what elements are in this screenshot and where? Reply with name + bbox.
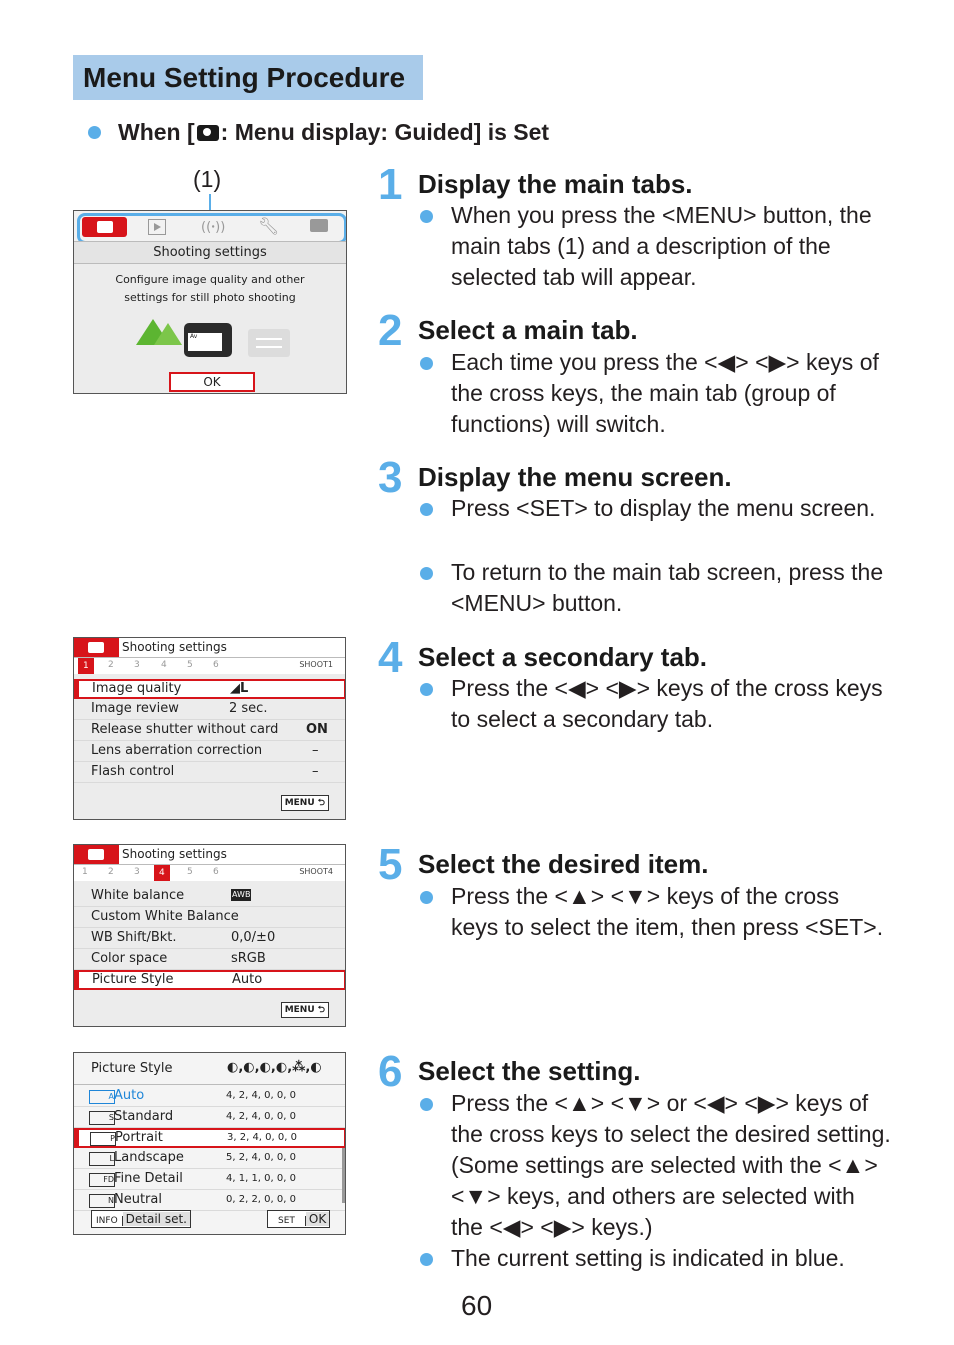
- step-title: Select the desired item.: [418, 849, 709, 879]
- bullet-dot: [420, 357, 433, 370]
- bullet-dot: [420, 567, 433, 580]
- callout-label: (1): [193, 166, 222, 192]
- info-key-icon: INFO: [92, 1216, 123, 1226]
- step-number: 3: [378, 453, 403, 502]
- tab-description-line-1: Configure image quality and other: [115, 273, 305, 286]
- menu-row-lens-aberration[interactable]: Lens aberration correction –: [74, 741, 345, 762]
- play-icon: [154, 223, 161, 231]
- subtab-1[interactable]: 1: [82, 867, 88, 877]
- bullet-dot: [420, 210, 433, 223]
- menu-row-white-balance[interactable]: White balance AWB: [74, 886, 345, 907]
- wireless-icon: ((ꞏ)): [201, 220, 226, 235]
- camera-icon: [74, 638, 119, 657]
- screen-picture-style: [73, 1052, 346, 1235]
- menu-row-release-shutter[interactable]: Release shutter without card ON: [74, 720, 345, 741]
- style-code-icon: A: [89, 1090, 115, 1104]
- subtab-4[interactable]: 4: [161, 660, 167, 670]
- tab-setup[interactable]: [258, 217, 280, 237]
- style-row-fine-detail[interactable]: FD Fine Detail 4, 1, 1, 0, 0, 0: [74, 1169, 345, 1190]
- bullet-dot: [420, 683, 433, 696]
- awb-icon: AWB: [232, 890, 251, 899]
- detail-set-button[interactable]: INFO Detail set.: [91, 1210, 191, 1228]
- tab-wireless[interactable]: [201, 217, 225, 235]
- bullet-dot: [420, 1253, 433, 1266]
- menu-title: Shooting settings: [122, 640, 227, 654]
- subtab-bar: [74, 658, 345, 674]
- step-number: 5: [378, 840, 403, 889]
- style-code-icon: S: [89, 1111, 115, 1125]
- step-number: 6: [378, 1047, 403, 1096]
- style-row-landscape[interactable]: L Landscape 5, 2, 4, 0, 0, 0: [74, 1148, 345, 1169]
- picture-style-title: Picture Style: [91, 1061, 173, 1076]
- subtab-6[interactable]: 6: [213, 660, 219, 670]
- step-number: 4: [378, 633, 403, 682]
- menu-back-button[interactable]: MENU ⮌: [281, 1002, 329, 1018]
- subtab-4[interactable]: 4: [154, 865, 170, 881]
- scrollbar[interactable]: [342, 1148, 345, 1203]
- tab-label: Shooting settings: [74, 241, 346, 264]
- settings-slider-icon: [248, 329, 290, 357]
- menu-row-color-space[interactable]: Color space sRGB: [74, 949, 345, 970]
- tab-description-line-2: settings for still photo shooting: [124, 291, 296, 304]
- step-number: 2: [378, 306, 403, 355]
- subtab-bar: [74, 865, 345, 881]
- subtab-5[interactable]: 5: [187, 867, 193, 877]
- style-code-icon: L: [89, 1152, 115, 1166]
- parameter-icons: ◐,◐,◐,◐,⁂,◐: [227, 1060, 322, 1075]
- camera-body-icon: [184, 323, 232, 357]
- tab-shooting[interactable]: [82, 217, 127, 237]
- step-title: Display the main tabs.: [418, 169, 693, 199]
- subtab-5[interactable]: 5: [187, 660, 193, 670]
- page-number: 60: [461, 1290, 493, 1321]
- bullet-dot: [420, 503, 433, 516]
- subtab-1[interactable]: 1: [78, 658, 94, 674]
- subheading-pre: When [: [118, 119, 195, 145]
- ok-button[interactable]: OK: [169, 372, 255, 392]
- screen-menu-shoot4: [73, 844, 346, 1027]
- step-title: Select a secondary tab.: [418, 642, 708, 672]
- style-code-icon: FD: [89, 1173, 115, 1187]
- subheading-post: : Menu display: Guided] is Set: [220, 119, 550, 145]
- menu-row-image-quality[interactable]: Image quality ◢L: [73, 679, 346, 699]
- step-title: Select the setting.: [418, 1056, 641, 1086]
- screen-main-tabs: [73, 210, 347, 394]
- step-title: Display the menu screen.: [418, 462, 732, 492]
- subtab-2[interactable]: 2: [108, 660, 114, 670]
- style-row-standard[interactable]: S Standard 4, 2, 4, 0, 0, 0: [74, 1107, 345, 1128]
- style-row-neutral[interactable]: N Neutral 0, 2, 2, 0, 0, 0: [74, 1190, 345, 1211]
- bullet-dot: [420, 891, 433, 904]
- step-number: 1: [378, 160, 403, 209]
- bullet-dot: [420, 1098, 433, 1111]
- screen-menu-shoot1: [73, 637, 346, 820]
- camera-user-icon: [197, 125, 219, 141]
- menu-row-wb-shift[interactable]: WB Shift/Bkt. 0,0/±0: [74, 928, 345, 949]
- style-row-portrait[interactable]: P Portrait 3, 2, 4, 0, 0, 0: [73, 1128, 346, 1148]
- section-heading-text: Menu Setting Procedure: [83, 62, 406, 93]
- subtab-2[interactable]: 2: [108, 867, 114, 877]
- camera-icon: [74, 845, 119, 864]
- menu-row-picture-style[interactable]: Picture Style Auto: [73, 970, 346, 990]
- section-heading: [73, 55, 423, 100]
- set-key-icon: SET: [268, 1216, 306, 1226]
- menu-row-flash-control[interactable]: Flash control –: [74, 762, 345, 783]
- bullet-dot: [88, 126, 101, 139]
- menu-back-button[interactable]: MENU ⮌: [281, 795, 329, 811]
- step-title: Select a main tab.: [418, 315, 638, 345]
- subtab-tag: SHOOT1: [299, 660, 333, 669]
- subtab-tag: SHOOT4: [299, 867, 333, 876]
- subtab-3[interactable]: 3: [134, 867, 140, 877]
- subtab-3[interactable]: 3: [134, 660, 140, 670]
- set-ok-button[interactable]: SET OK: [267, 1210, 330, 1228]
- menu-row-image-review[interactable]: Image review 2 sec.: [74, 699, 345, 720]
- camera-icon: [97, 221, 113, 233]
- style-row-auto[interactable]: A Auto 4, 2, 4, 0, 0, 0: [74, 1086, 345, 1107]
- menu-title: Shooting settings: [122, 847, 227, 861]
- style-code-icon: N: [89, 1194, 115, 1208]
- av-label: Av: [190, 333, 198, 340]
- tab-playback[interactable]: [148, 219, 166, 235]
- menu-row-custom-wb[interactable]: Custom White Balance: [74, 907, 345, 928]
- wrench-icon: 🔧︎: [258, 217, 280, 237]
- style-code-icon: P: [90, 1132, 116, 1146]
- tab-my-menu[interactable]: [310, 219, 328, 232]
- subtab-6[interactable]: 6: [213, 867, 219, 877]
